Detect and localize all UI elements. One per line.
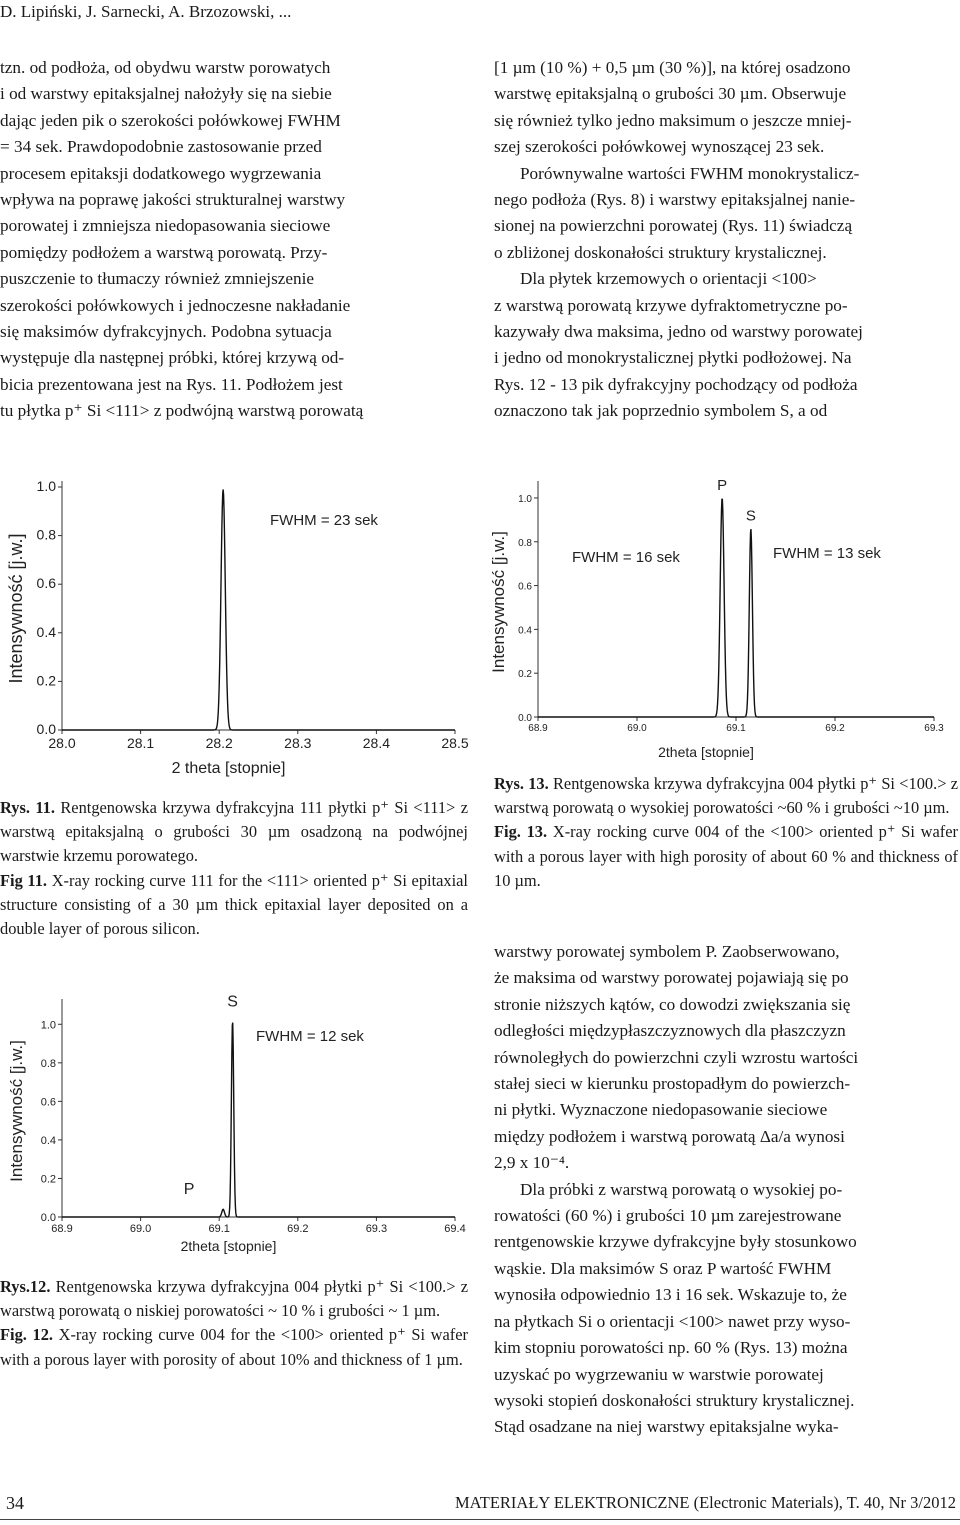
y-tick-label: 0.8 — [36, 526, 56, 543]
text-line: Rys. 12 - 13 pik dyfrakcyjny pochodzący od podłoża — [494, 374, 858, 394]
text-line: wpływa na poprawę jakości strukturalnej warstwy — [0, 190, 346, 210]
text-line: Dla płytek krzemowych o orientacji <100> — [520, 269, 817, 289]
caption-fig12 — [0, 1275, 468, 1372]
y-tick-label: 0.2 — [36, 672, 56, 689]
text-line: dając jeden pik o szerokości połówkowej FWHM — [0, 110, 341, 130]
text-line: oznaczono tak jak poprzednio symbolem S, a od — [494, 401, 828, 421]
text-line: z warstwą porowatą krzywe dyfraktometryczne po- — [494, 295, 848, 315]
y-tick-label: 0.2 — [40, 1173, 56, 1186]
running-header: D. Lipiński, J. Sarnecki, A. Brzozowski, ... — [0, 2, 292, 21]
text-line: rowatości (60 %) i grubości 10 µm zarejestrowane — [494, 1206, 842, 1226]
caption-text: Rentgenowska krzywa dyfrakcyjna 004 płytki p⁺ Si <100.> z warstwą porowatą o wysokiej porowatości ~60 % i grubości ~10 µm. — [494, 774, 958, 818]
text-line: odległości międzypłaszczyznowych dla płaszczyzn — [494, 1021, 846, 1041]
x-tick-label: 69.0 — [627, 723, 647, 734]
fwhm-annotation: FWHM = 23 sek — [270, 512, 378, 529]
x-tick-label: 69.3 — [365, 1223, 388, 1235]
y-tick-label: 0.0 — [36, 721, 56, 737]
fwhm-annotation: FWHM = 16 sek — [572, 549, 680, 566]
x-tick-label: 68.9 — [528, 723, 548, 734]
y-tick-label: 0.4 — [36, 623, 56, 640]
page-number: 34 — [6, 1493, 24, 1513]
y-tick-label: 0.4 — [40, 1134, 56, 1147]
x-tick-label: 28.4 — [362, 735, 391, 751]
caption-text: X-ray rocking curve 004 of the <100> oriented p⁺ Si wafer with a porous layer with high porosity of about 60 % and thickness of 10 µm. — [494, 822, 958, 890]
text-line: puszczenie to tłumaczy również zmniejszenie — [0, 269, 315, 289]
x-tick-label: 69.4 — [444, 1223, 466, 1235]
y-axis-label: Intensywność [j.w.] — [7, 1040, 26, 1182]
text-line: o zbliżonej doskonałości struktury krystalicznej. — [494, 242, 827, 262]
text-line: równoległych do powierzchni czyli wzrostu wartości — [494, 1047, 859, 1067]
x-tick-label: 69.0 — [129, 1223, 152, 1235]
text-line: rentgenowskie krzywe dyfrakcyjne były stosunkowo — [494, 1232, 857, 1252]
y-tick-label: 0.6 — [36, 575, 56, 592]
text-line: uzyskać po wygrzewaniu w warstwie porowatej — [494, 1364, 824, 1384]
text-line: [1 µm (10 %) + 0,5 µm (30 %)], na której osadzono — [494, 58, 851, 77]
y-tick-label: 0.0 — [40, 1212, 56, 1224]
text-line: że maksima od warstwy porowatej pojawiają się po — [494, 968, 849, 988]
caption-label: Fig 11. — [0, 870, 48, 890]
text-line: bicia prezentowana jest na Rys. 11. Podłożem jest — [0, 374, 343, 394]
chart-fig13 — [488, 455, 960, 765]
text-line: Porównywalne wartości FWHM monokrystalicz- — [520, 163, 860, 183]
text-line: pomiędzy podłożem a warstwą porowatą. Przy- — [0, 242, 328, 262]
journal-footer: MATERIAŁY ELEKTRONICZNE (Electronic Materials), T. 40, Nr 3/2012 — [454, 1493, 956, 1512]
text-line: i od warstwy epitaksjalnej nałożyły się na siebie — [0, 84, 332, 104]
text-line: tzn. od podłoża, od obydwu warstw porowatych — [0, 58, 331, 77]
x-tick-label: 69.1 — [726, 723, 746, 734]
caption-label: Rys.12. — [0, 1277, 51, 1296]
text-line: tu płytka p⁺ Si <111> z podwójną warstwą porowatą — [0, 401, 364, 421]
text-line: między podłożem i warstwą porowatą Δa/a wynosi — [494, 1126, 845, 1146]
caption-label: Fig. 12. — [0, 1325, 53, 1345]
text-line: Dla próbki z warstwą porowatą o wysokiej po- — [520, 1179, 843, 1199]
text-line: sionej na powierzchni porowatej (Rys. 11) świadczą — [494, 216, 853, 236]
y-tick-label: 0.8 — [518, 537, 532, 549]
x-tick-label: 28.0 — [48, 735, 76, 751]
y-tick-label: 1.0 — [40, 1019, 56, 1032]
y-tick-label: 0.0 — [518, 713, 532, 724]
y-axis-label: Intensywność [j.w.] — [489, 531, 508, 673]
text-line: stałej sieci w kierunku prostopadłym do powierzch- — [494, 1074, 851, 1094]
text-line: Stąd osadzane na niej warstwy epitaksjalne wyka- — [494, 1417, 839, 1437]
x-tick-label: 69.2 — [287, 1223, 309, 1235]
text-line: stronie niższych kątów, co dowodzi zwiększania się — [494, 994, 851, 1014]
x-tick-label: 69.1 — [208, 1223, 230, 1235]
text-line: wąskie. Dla maksimów S oraz P wartość FWHM — [494, 1258, 832, 1278]
caption-text: Rentgenowska krzywa dyfrakcyjna 111 płytki p⁺ Si <111> z warstwą epitaksjalną o grubości 30 µm osadzoną na podwójnej warstwie krzemu porowatego. — [0, 798, 468, 866]
right-column-bottom-text — [494, 939, 958, 1441]
caption-label: Fig. 13. — [494, 822, 548, 842]
text-line: = 34 sek. Prawdopodobnie zastosowanie przed — [0, 137, 322, 157]
x-axis-label: 2theta [stopnie] — [658, 744, 754, 760]
right-column-top-text — [494, 55, 958, 425]
text-line: ni płytki. Wyznaczone niedopasowanie sieciowe — [494, 1100, 828, 1120]
peak-label: S — [745, 507, 756, 525]
y-tick-label: 1.0 — [36, 478, 56, 494]
text-line: kazywały dwa maksima, jedno od warstwy porowatej — [494, 322, 863, 342]
text-line: nego podłoża (Rys. 8) i warstwy epitaksjalnej nanie- — [494, 190, 856, 210]
y-tick-label: 0.8 — [40, 1057, 56, 1070]
y-tick-label: 0.4 — [518, 625, 532, 637]
caption-text: X-ray rocking curve 111 for the <111> oriented p⁺ Si epitaxial structure consisting of a 30 µm thick epitaxial layer deposited on a double layer of porous silicon. — [0, 870, 468, 939]
text-line: warstwę epitaksjalną o grubości 30 µm. Obserwuje — [494, 84, 847, 104]
series-curve — [538, 499, 934, 717]
caption-text: X-ray rocking curve 004 for the <100> oriented p⁺ Si wafer with a porous layer with porosity of about 10% and thickness of 1 µm. — [0, 1325, 468, 1369]
peak-label: P — [717, 476, 728, 494]
text-line: wysoki stopień doskonałości struktury krystalicznej. — [494, 1390, 855, 1410]
footer-rule — [0, 1519, 960, 1520]
text-line: i jedno od monokrystalicznej płytki podłożowej. Na — [494, 348, 852, 368]
chart-fig12 — [0, 985, 468, 1260]
peak-label: P — [183, 1180, 195, 1198]
y-tick-label: 0.6 — [518, 581, 532, 593]
y-tick-label: 0.2 — [518, 669, 532, 681]
text-line: szej szerokości połówkowej wynoszącej 23 sek. — [494, 137, 825, 157]
x-tick-label: 28.2 — [205, 735, 233, 751]
caption-fig11 — [0, 796, 468, 941]
x-axis-label: 2theta [stopnie] — [180, 1238, 277, 1254]
text-line: się również tylko jedno maksimum o jeszcze mniej- — [494, 110, 852, 130]
text-line: warstwy porowatej symbolem P. Zaobserwowano, — [494, 942, 840, 961]
text-line: porowatej i zmniejsza niedopasowania sieciowe — [0, 216, 331, 236]
peak-label: S — [227, 993, 238, 1011]
left-column-top-text — [0, 55, 468, 425]
caption-fig13 — [494, 772, 958, 893]
caption-label: Rys. 11. — [0, 798, 55, 817]
text-line: szerokości połówkowych i jednoczesne nakładanie — [0, 295, 351, 315]
fwhm-annotation: FWHM = 12 sek — [256, 1028, 364, 1045]
fwhm-annotation: FWHM = 13 sek — [773, 545, 881, 562]
text-line: kim stopniu porowatości np. 60 % (Rys. 13) można — [494, 1338, 848, 1358]
text-line: 2,9 x 10⁻⁴. — [494, 1153, 570, 1173]
text-line: się maksimów dyfrakcyjnych. Podobna sytuacja — [0, 322, 332, 342]
series-curve — [62, 1023, 455, 1217]
y-tick-label: 1.0 — [518, 493, 532, 505]
text-line: na płytkach Si o orientacji <100> nawet przy wyso- — [494, 1311, 851, 1331]
x-tick-label: 28.5 — [441, 735, 469, 751]
x-axis-label: 2 theta [stopnie] — [171, 760, 286, 777]
text-line: występuje dla następnej próbki, której krzywą od- — [0, 348, 345, 368]
caption-label: Rys. 13. — [494, 774, 549, 793]
y-axis-label: Intensywność [j.w.] — [6, 533, 26, 684]
x-tick-label: 69.3 — [924, 723, 944, 734]
chart-fig11 — [0, 455, 468, 785]
x-tick-label: 28.1 — [126, 735, 155, 751]
text-line: procesem epitaksji dodatkowego wygrzewania — [0, 163, 322, 183]
x-tick-label: 69.2 — [825, 723, 845, 734]
x-tick-label: 28.3 — [284, 735, 312, 751]
x-tick-label: 68.9 — [51, 1223, 73, 1235]
text-line: wynosiła odpowiednio 13 i 16 sek. Wskazuje to, że — [494, 1285, 847, 1305]
y-tick-label: 0.6 — [40, 1096, 56, 1109]
caption-text: Rentgenowska krzywa dyfrakcyjna 004 płytki p⁺ Si <100.> z warstwą porowatą o niskiej porowatości ~ 10 % i grubości ~ 1 µm. — [0, 1277, 468, 1321]
series-curve — [62, 489, 455, 730]
